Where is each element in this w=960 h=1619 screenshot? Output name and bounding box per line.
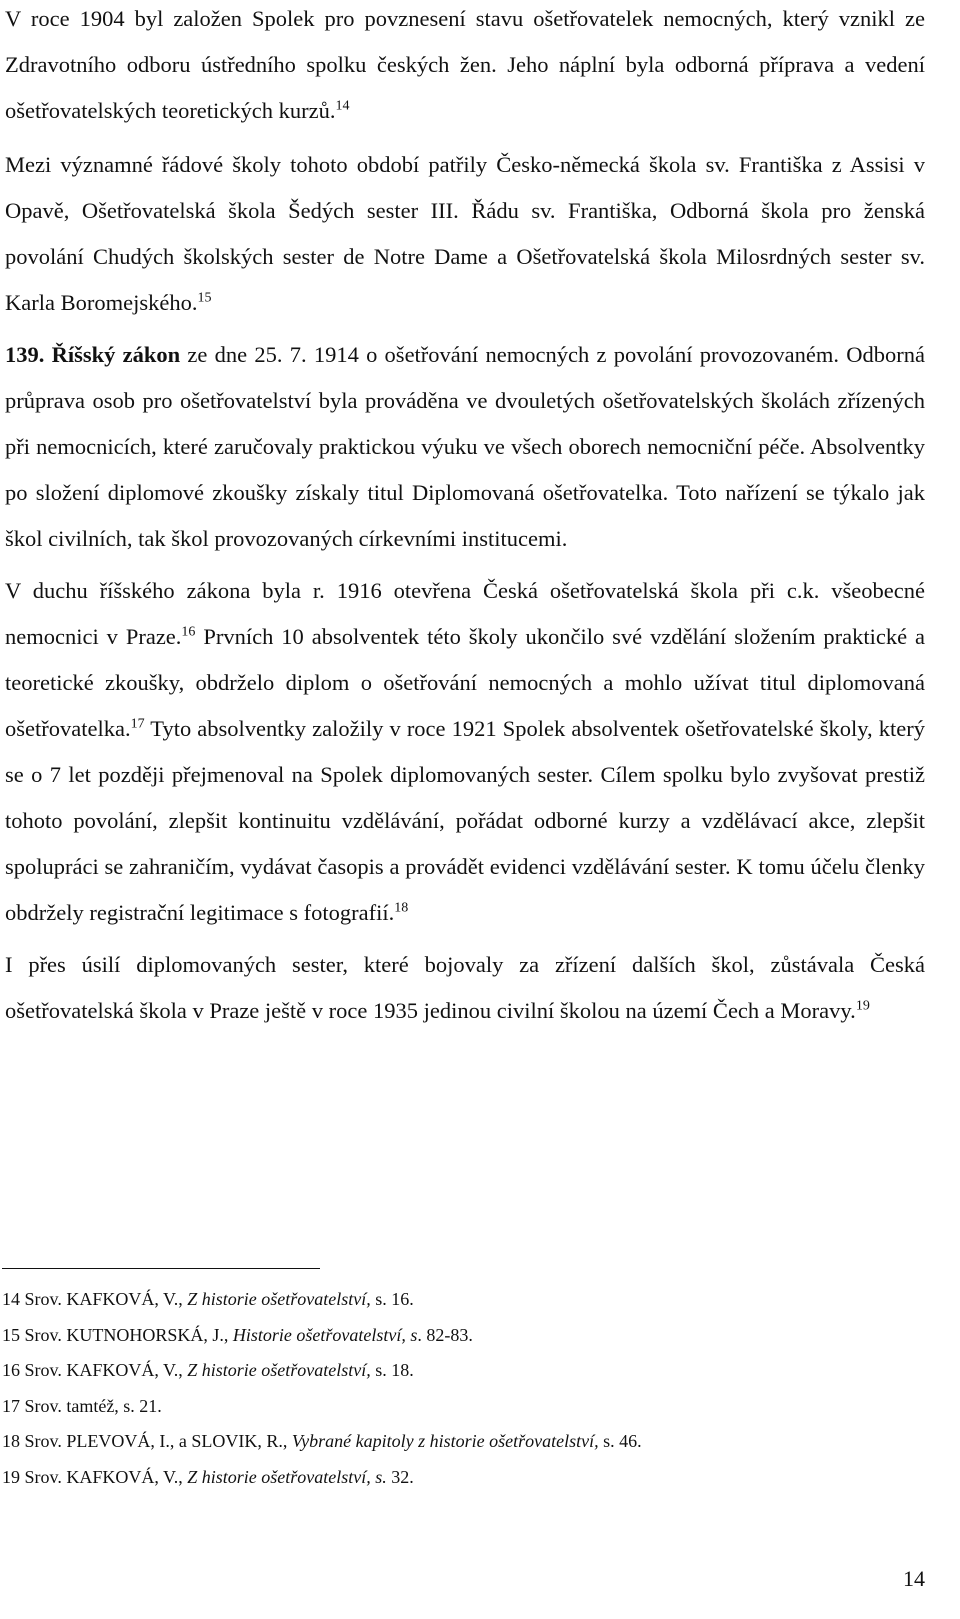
footnote-separator [2,1268,320,1269]
footnote-14-page: s. 16. [370,1289,414,1309]
footnote-18-page: s. 46. [598,1431,642,1451]
footnote-15-title: Historie ošetřovatelství, s [232,1324,418,1345]
footnote-19 [2,1460,902,1496]
footnote-15-source: 15 Srov. KUTNOHORSKÁ, J., [2,1324,233,1345]
footnote-18-source: 18 Srov. PLEVOVÁ, I., a SLOVIK, R., [2,1431,292,1451]
footnote-ref-18[interactable]: 18 [394,900,409,916]
footnote-15-page: . 82-83. [417,1324,473,1345]
footnote-ref-15[interactable]: 15 [197,290,212,306]
footnotes [2,1282,902,1495]
footnote-18 [2,1424,902,1460]
paragraph-3-text: ze dne 25. 7. 1914 o ošetřování nemocných z povolání provozovaném. Odborná průprava osob pro ošetřovatelství byla prováděna ve dvouletých ošetřovatelských školách zřízených při nemocnicích, které zaručovaly praktickou výuku ve všech oborech nemocniční péče. Absolventky po složení diplomové zkoušky získaly titul Diplomovaná ošetřovatelka. Toto nařízení se týkalo jak škol civilních, tak škol provozovaných církevními institucemi. [5,342,925,551]
footnote-18-title: Vybrané kapitoly z historie ošetřovatelství, [291,1431,599,1451]
footnote-ref-14[interactable]: 14 [335,98,350,114]
paragraph-1 [5,0,925,134]
footnote-19-source: 19 Srov. KAFKOVÁ, V., [2,1466,188,1487]
footnote-ref-17[interactable]: 17 [130,716,145,732]
paragraph-4 [5,568,925,936]
footnote-16-source: 16 Srov. KAFKOVÁ, V., [2,1360,188,1380]
paragraph-4-text-c: Tyto absolventky založily v roce 1921 Spolek absolventek ošetřovatelské školy, který se o 7 let později přejmenoval na Spolek diplomovaných sester. Cílem spolku bylo zvyšovat prestiž tohoto povolání, zlepšit kontinuitu vzdělávání, pořádat odborné kurzy a vzdělávací akce, zlepšit spolupráci se zahraničím, vydávat časopis a provádět evidenci vzdělávání sester. K tomu účelu členky obdržely registrační legitimace s fotografií. [5,716,925,925]
footnote-16-page: s. 18. [370,1360,414,1380]
law-heading: 139. Říšský zákon [5,342,181,367]
footnote-14-title: Z historie ošetřovatelství, [187,1289,371,1309]
footnote-17-source: 17 Srov. tamtéž, s. 21. [2,1395,162,1416]
footnote-14-source: 14 Srov. KAFKOVÁ, V., [2,1289,188,1309]
footnote-14 [2,1282,902,1318]
document-page [5,0,925,1034]
paragraph-2 [5,142,925,326]
footnote-19-page: 32. [386,1466,414,1487]
paragraph-4-text-b: Prvních 10 absolventek této školy ukončilo své vzdělání složením praktické a teoretické zkoušky, obdrželo diplom o ošetřování nemocných a mohlo užívat titul diplomovaná ošetřovatelka. [5,624,925,741]
footnote-16 [2,1353,902,1389]
footnote-ref-19[interactable]: 19 [855,998,870,1014]
page-number: 14 [903,1566,925,1591]
paragraph-5-text: I přes úsilí diplomovaných sester, které bojovaly za zřízení dalších škol, zůstávala Česká ošetřovatelská škola v Praze ještě v roce 1935 jedinou civilní školou na území Čech a Moravy. [5,952,925,1023]
footnote-17 [2,1389,902,1425]
footnote-ref-16[interactable]: 16 [181,624,196,640]
paragraph-4-text-a: V duchu říšského zákona byla r. 1916 otevřena Česká ošetřovatelská škola při c.k. všeobecné nemocnici v Praze. [5,578,925,649]
paragraph-5 [5,942,925,1034]
footnote-19-title: Z historie ošetřovatelství, s. [187,1466,387,1487]
paragraph-1-text: V roce 1904 byl založen Spolek pro povznesení stavu ošetřovatelek nemocných, který vznikl ze Zdravotního odboru ústředního spolku českých žen. Jeho náplní byla odborná příprava a vedení ošetřovatelských teoretických kurzů. [5,6,925,123]
paragraph-2-text: Mezi významné řádové školy tohoto období patřily Česko-německá škola sv. Františka z Assisi v Opavě, Ošetřovatelská škola Šedých sester III. Řádu sv. Františka, Odborná škola pro ženská povolání Chudých školských sester de Notre Dame a Ošetřovatelská škola Milosrdných sester sv. Karla Boromejského. [5,152,925,315]
footnote-16-title: Z historie ošetřovatelství, [187,1360,371,1380]
footnote-15 [2,1318,902,1354]
paragraph-3 [5,332,925,562]
